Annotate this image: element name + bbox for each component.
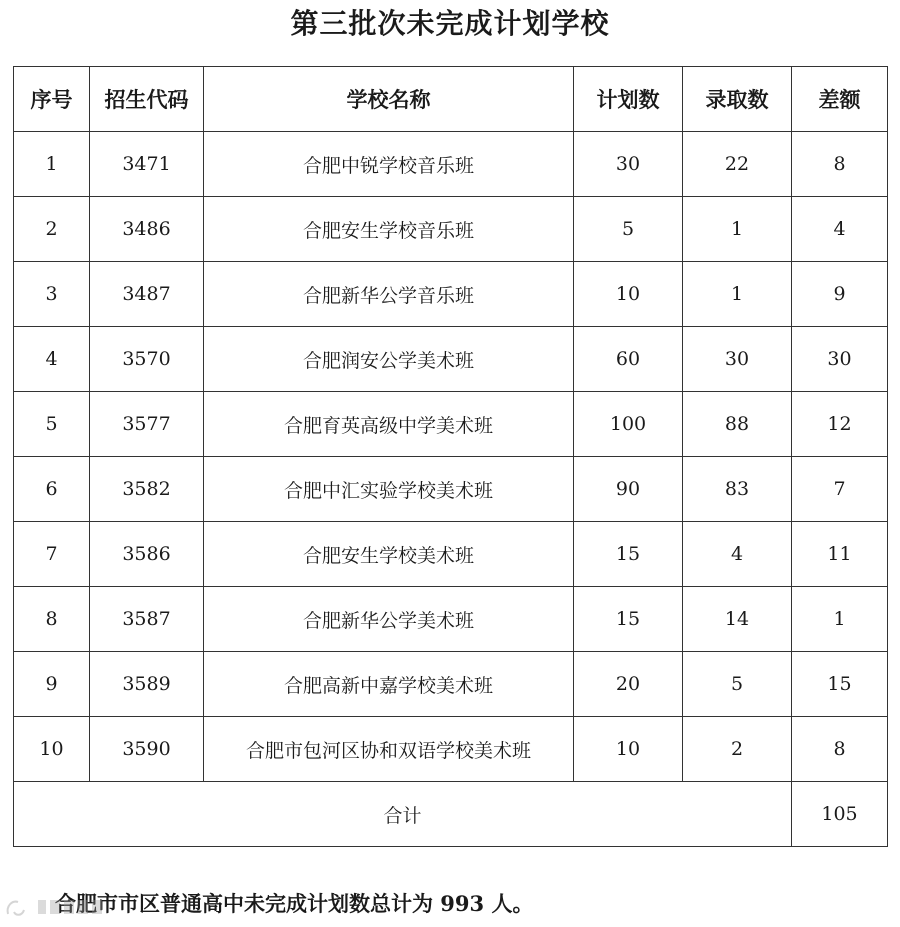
cell-no: 4 [14, 327, 90, 392]
header-school-name: 学校名称 [204, 67, 574, 132]
cell-diff: 4 [792, 197, 888, 262]
header-no: 序号 [14, 67, 90, 132]
table-row [14, 457, 888, 522]
cell-diff: 8 [792, 717, 888, 782]
cell-diff: 11 [792, 522, 888, 587]
cell-code: 3586 [90, 522, 204, 587]
cell-plan: 10 [574, 717, 683, 782]
cell-diff: 7 [792, 457, 888, 522]
cell-code: 3582 [90, 457, 204, 522]
cell-code: 3487 [90, 262, 204, 327]
plan-table [13, 66, 888, 847]
table-row [14, 522, 888, 587]
cell-admitted: 2 [683, 717, 792, 782]
cell-no: 10 [14, 717, 90, 782]
table-header-row [14, 67, 888, 132]
cell-plan: 100 [574, 392, 683, 457]
cell-plan: 20 [574, 652, 683, 717]
cell-diff: 1 [792, 587, 888, 652]
table-row [14, 587, 888, 652]
table-total-row [14, 782, 888, 847]
cell-no: 5 [14, 392, 90, 457]
summary-text: 合肥市市区普通高中未完成计划数总计为 993 人。 [55, 891, 534, 916]
cell-plan: 30 [574, 132, 683, 197]
cell-school-name: 合肥中锐学校音乐班 [204, 132, 574, 197]
cell-plan: 90 [574, 457, 683, 522]
cell-diff: 9 [792, 262, 888, 327]
cell-school-name: 合肥安生学校音乐班 [204, 197, 574, 262]
cell-diff: 8 [792, 132, 888, 197]
page-title: 第三批次未完成计划学校 [290, 7, 610, 40]
total-label: 合计 [14, 782, 792, 847]
cell-school-name: 合肥市包河区协和双语学校美术班 [204, 717, 574, 782]
cell-plan: 60 [574, 327, 683, 392]
header-code: 招生代码 [90, 67, 204, 132]
cell-code: 3589 [90, 652, 204, 717]
cell-code: 3590 [90, 717, 204, 782]
cell-no: 1 [14, 132, 90, 197]
cell-admitted: 14 [683, 587, 792, 652]
cell-school-name: 合肥高新中嘉学校美术班 [204, 652, 574, 717]
table-row [14, 392, 888, 457]
cell-school-name: 合肥润安公学美术班 [204, 327, 574, 392]
table-row [14, 717, 888, 782]
cell-no: 7 [14, 522, 90, 587]
cell-admitted: 4 [683, 522, 792, 587]
cell-school-name: 合肥新华公学美术班 [204, 587, 574, 652]
cell-no: 3 [14, 262, 90, 327]
cell-school-name: 合肥新华公学音乐班 [204, 262, 574, 327]
cell-code: 3570 [90, 327, 204, 392]
table-row [14, 652, 888, 717]
table-row [14, 197, 888, 262]
cell-no: 2 [14, 197, 90, 262]
cell-admitted: 1 [683, 262, 792, 327]
cell-school-name: 合肥育英高级中学美术班 [204, 392, 574, 457]
cell-admitted: 1 [683, 197, 792, 262]
cell-diff: 15 [792, 652, 888, 717]
header-diff: 差额 [792, 67, 888, 132]
cell-plan: 5 [574, 197, 683, 262]
cell-code: 3587 [90, 587, 204, 652]
cell-school-name: 合肥安生学校美术班 [204, 522, 574, 587]
cell-code: 3471 [90, 132, 204, 197]
table-body [14, 132, 888, 782]
cell-no: 6 [14, 457, 90, 522]
table-row [14, 327, 888, 392]
cell-plan: 10 [574, 262, 683, 327]
cell-diff: 30 [792, 327, 888, 392]
table-row [14, 132, 888, 197]
table-row [14, 262, 888, 327]
cell-school-name: 合肥中汇实验学校美术班 [204, 457, 574, 522]
header-plan: 计划数 [574, 67, 683, 132]
cell-code: 3486 [90, 197, 204, 262]
cell-diff: 12 [792, 392, 888, 457]
watermark-logo-icon [4, 892, 124, 922]
cell-plan: 15 [574, 522, 683, 587]
cell-admitted: 30 [683, 327, 792, 392]
header-admitted: 录取数 [683, 67, 792, 132]
cell-admitted: 5 [683, 652, 792, 717]
cell-plan: 15 [574, 587, 683, 652]
total-value: 105 [792, 782, 888, 847]
cell-admitted: 83 [683, 457, 792, 522]
cell-admitted: 22 [683, 132, 792, 197]
cell-admitted: 88 [683, 392, 792, 457]
cell-no: 9 [14, 652, 90, 717]
cell-code: 3577 [90, 392, 204, 457]
cell-no: 8 [14, 587, 90, 652]
